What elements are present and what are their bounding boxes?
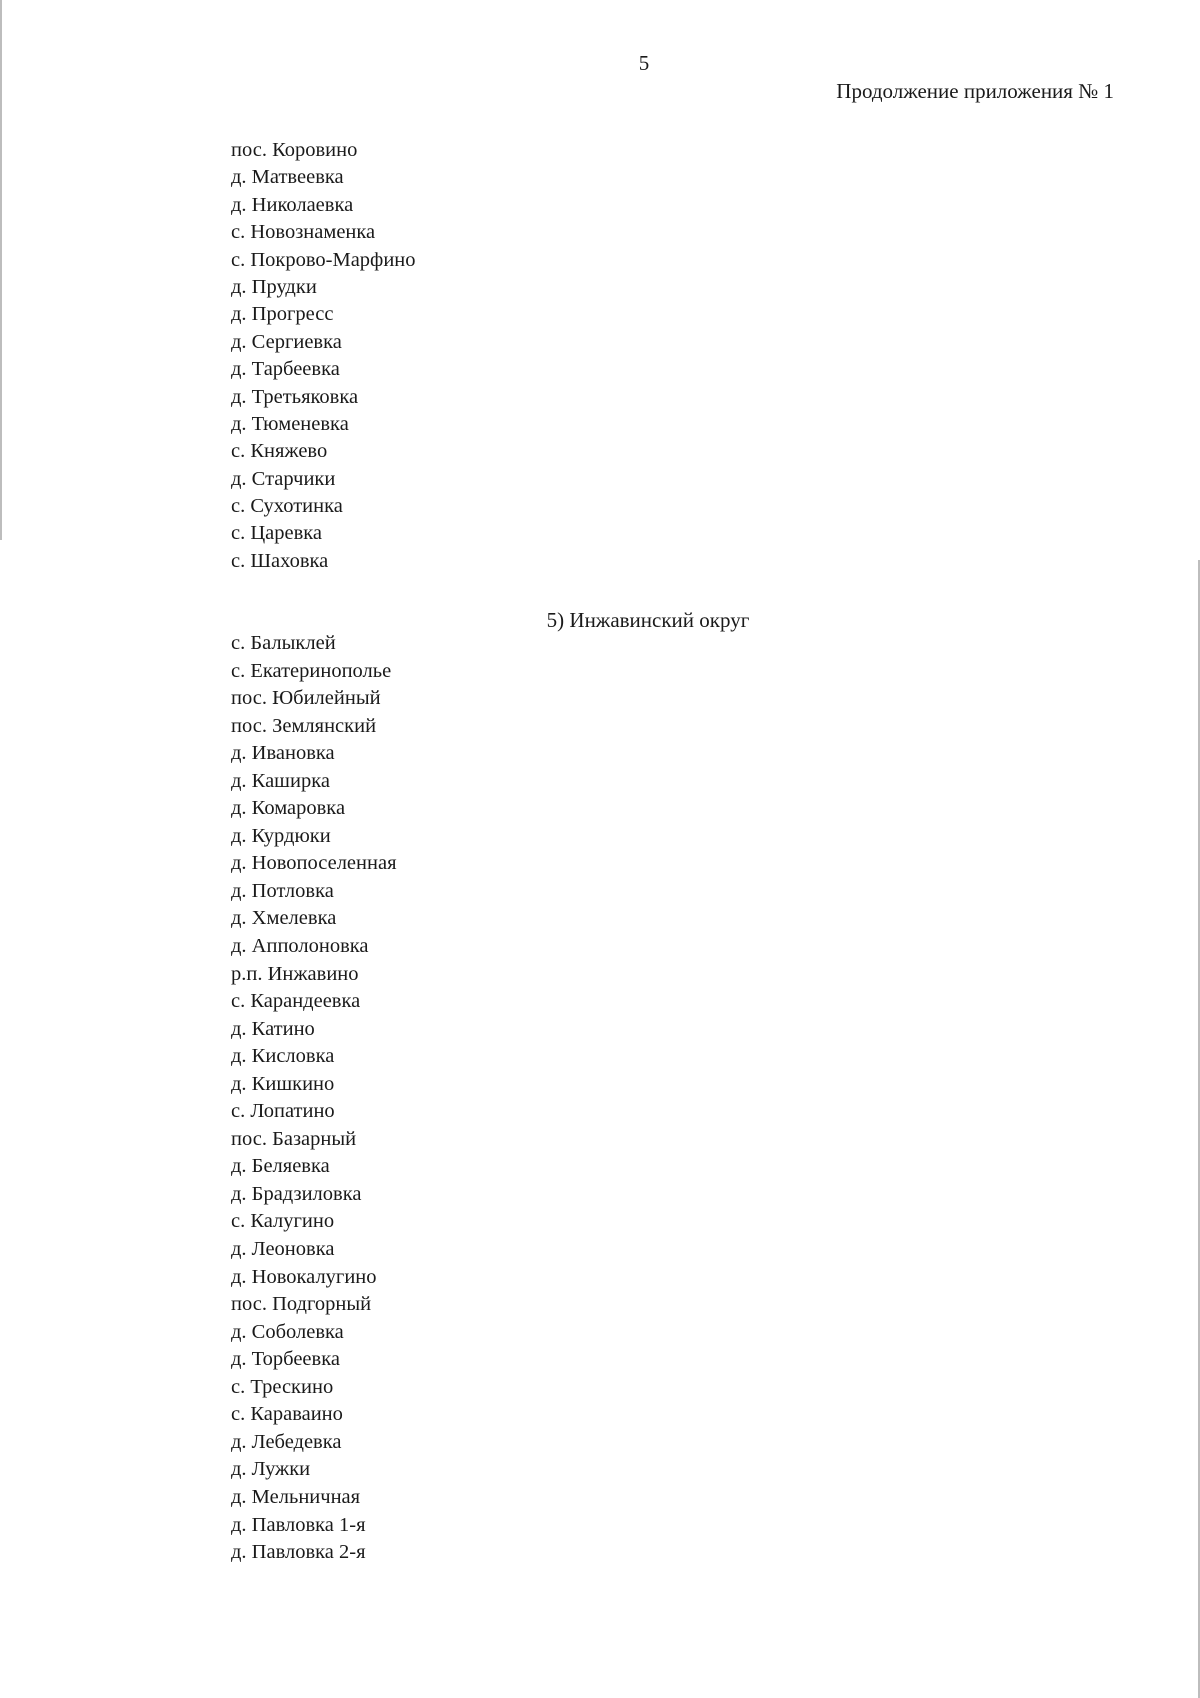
list-item: д. Ивановка: [231, 742, 335, 765]
list-item: д. Тюменевка: [231, 412, 349, 435]
list-item: с. Покрово-Марфино: [231, 248, 416, 271]
list-item: пос. Подгорный: [231, 1293, 372, 1316]
list-item: д. Третьяковка: [231, 385, 359, 408]
continuation-note: Продолжение приложения № 1: [836, 79, 1114, 103]
list-item: д. Матвеевка: [231, 166, 344, 189]
list-item: д. Беляевка: [231, 1155, 330, 1178]
list-item: пос. Коровино: [231, 139, 358, 161]
list-item: д. Николаевка: [231, 193, 354, 216]
list-item: д. Леоновка: [231, 1238, 335, 1261]
list-item: д. Сергиевка: [231, 330, 342, 353]
list-item: д. Брадзиловка: [231, 1182, 362, 1205]
list-item: с. Новознаменка: [231, 221, 376, 244]
list-item: д. Павловка 1-я: [231, 1513, 366, 1536]
list-item: с. Трескино: [231, 1375, 334, 1398]
list-item: с. Шаховка: [231, 549, 329, 572]
list-item: д. Комаровка: [231, 797, 346, 820]
settlement-list-inzhavino: [231, 630, 397, 1567]
settlement-list-continued: [231, 137, 416, 575]
list-item: с. Балыклей: [231, 632, 336, 654]
list-item: д. Павловка 2-я: [231, 1541, 366, 1564]
list-item: пос. Юбилейный: [231, 687, 381, 710]
list-item: д. Новопоселенная: [231, 852, 397, 875]
list-item: д. Мельничная: [231, 1485, 361, 1508]
list-item: с. Калугино: [231, 1210, 335, 1233]
list-item: д. Новокалугино: [231, 1265, 377, 1288]
section-heading: 5) Инжавинский округ: [546, 608, 750, 632]
list-item: д. Соболевка: [231, 1320, 344, 1343]
list-item: д. Апполоновка: [231, 935, 369, 958]
list-item: р.п. Инжавино: [231, 962, 359, 985]
list-item: д. Прудки: [231, 275, 317, 298]
list-item: д. Курдюки: [231, 824, 331, 847]
list-item: с. Карандеевка: [231, 990, 361, 1013]
list-item: с. Лопатино: [231, 1100, 335, 1123]
list-item: д. Старчики: [231, 467, 336, 490]
list-item: с. Караваино: [231, 1403, 343, 1426]
list-item: д. Кисловка: [231, 1045, 335, 1068]
list-item: с. Сухотинка: [231, 495, 343, 518]
list-item: пос. Базарный: [231, 1127, 357, 1150]
list-item: д. Катино: [231, 1017, 315, 1040]
list-item: д. Тарбеевка: [231, 358, 340, 381]
list-item: д. Прогресс: [231, 303, 334, 326]
list-item: с. Екатеринополье: [231, 659, 392, 682]
page-number: 5: [638, 51, 650, 75]
scan-edge-left: [0, 0, 2, 540]
list-item: д. Торбеевка: [231, 1348, 340, 1371]
list-item: д. Хмелевка: [231, 907, 337, 930]
list-item: д. Лебедевка: [231, 1430, 342, 1453]
list-item: д. Каширка: [231, 769, 330, 792]
list-item: с. Княжево: [231, 440, 328, 463]
list-item: д. Потловка: [231, 879, 334, 902]
list-item: с. Царевка: [231, 522, 323, 545]
list-item: д. Лужки: [231, 1458, 311, 1481]
list-item: пос. Землянский: [231, 714, 377, 737]
list-item: д. Кишкино: [231, 1072, 335, 1095]
